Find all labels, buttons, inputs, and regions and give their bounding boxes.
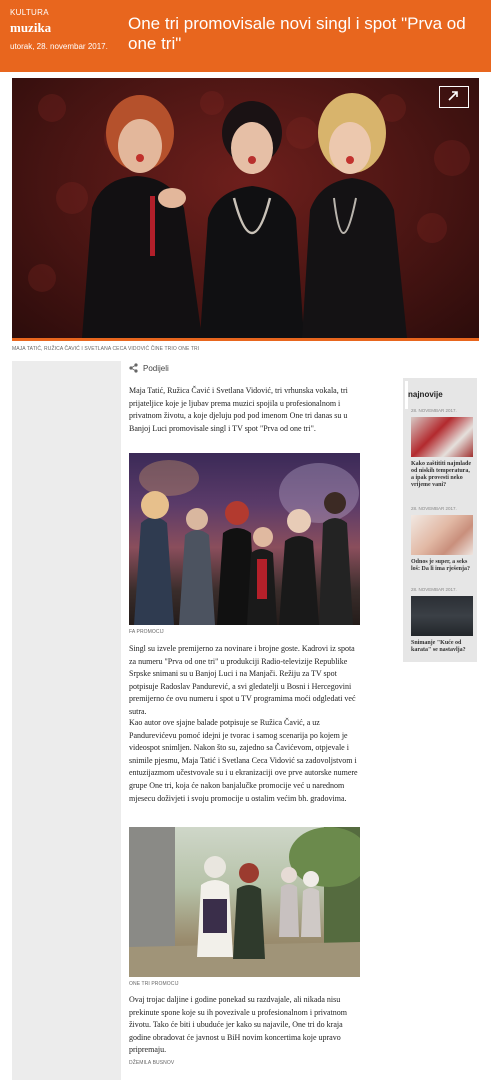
- news-headline[interactable]: Kako zaštititi najmlađe od niskih temperatura, a ipak provesti neko vrijeme vani?: [411, 461, 471, 488]
- group-photo-illustration: [129, 453, 360, 625]
- article-header: [0, 0, 491, 72]
- page-title: One tri promovisale novi singl i spot "Prva od one tri": [128, 14, 466, 53]
- news-date: 28. NOVEMBAR 2017.: [411, 408, 457, 413]
- publish-date: utorak, 28. novembar 2017.: [10, 42, 108, 51]
- category-kicker[interactable]: KULTURA: [10, 8, 49, 17]
- article-paragraph-2: Singl su izvele premijerno za novinare i brojne goste. Kadrovi iz spota za numeru "Prva od one tri" u produkciji Radio-televizije Republike Srpske snimani su u Banjoj Luci i na Manjači. Režiju za TV spot potpisuje Radoslav Pandurević, a svi gledatelji u Bosni i Hercegovini premijerno će ovu numeru i spot u TV programima moći odgledati već sutra.: [129, 644, 356, 716]
- hero-image[interactable]: [12, 78, 479, 338]
- article-paragraph-3: Kao autor ove sjajne balade potpisuje se Ružica Čavić, a uz Pandurevićevu pomoć idejni je tvorac i samog scenarija po kojem je videospot snimljen. Nakon što su, zajedno sa Čavićevom, otpjevale i snimile pjesmu, Maja Tatić i Svetlana Ceca Vidović sa zadovoljstvom i entuzijazmom učestvovale su i u ekranizaciji ove prve autorske numere grupe One tri, koja će nakon banjalučke promocije već u narednom mjesecu doživjeti i svoju promocije u ostalim većim bh. gradovima.: [129, 718, 358, 803]
- article-paragraph-1: Maja Tatić, Ružica Čavić i Svetlana Vidović, tri vrhunska vokala, tri prijateljice koje je ljubav prema muzici spojila u profesionalnom i privatnom životu, a koje djeluju pod pod imenom One tri danas su u Banjoj Luci promovisale singl i TV spot "Prva od one tri".: [129, 386, 348, 433]
- article-image-2[interactable]: [129, 827, 360, 977]
- image-2-caption: ONE TRI PROMOCIJ: [129, 981, 179, 987]
- hero-accent-bar: [12, 338, 479, 341]
- news-thumbnail[interactable]: [411, 417, 473, 457]
- expand-image-button[interactable]: [439, 86, 469, 108]
- sidebar-heading: najnovije: [408, 390, 443, 399]
- village-photo-illustration: [129, 827, 360, 977]
- news-headline[interactable]: Snimanje "Kuće od karata" se nastavlja?: [411, 640, 466, 653]
- article-paragraph-4: Ovaj trojac daljine i godine ponekad su razdvajale, ali nikada nisu prekinute spone koje su ih povezivale u profesionalnom i privatnom životu. Tako će biti i ubuduće jer kako su najavile, One tri do kraja godine obradovat će javnost u BiH novim koncertima koje upravo pripremaju.: [129, 995, 347, 1055]
- left-column: [12, 361, 121, 1080]
- hero-photo-illustration: [12, 78, 479, 338]
- sidebar-news-item[interactable]: [411, 408, 473, 489]
- image-1-caption: FA PROMOCIJ: [129, 629, 164, 635]
- share-icon: [129, 363, 138, 373]
- section-label[interactable]: muzika: [10, 20, 52, 35]
- article-image-1[interactable]: [129, 453, 360, 625]
- news-thumbnail[interactable]: [411, 515, 473, 555]
- news-date: 28. NOVEMBAR 2017.: [411, 506, 457, 511]
- news-headline[interactable]: Odnos je super, a seks loš: Da li ima rješenja?: [411, 559, 470, 572]
- news-thumbnail[interactable]: [411, 596, 473, 636]
- news-date: 28. NOVEMBAR 2017.: [411, 587, 457, 592]
- hero-caption: MAJA TATIĆ, RUŽICA ČAVIĆ I SVETLANA CECA VIDOVIĆ ČINE TRIO ONE TRI: [12, 346, 200, 352]
- sidebar-news-item[interactable]: [411, 587, 473, 654]
- expand-icon: [440, 87, 467, 106]
- author-byline[interactable]: DŽEMILA BUSNOV: [129, 1060, 175, 1066]
- sidebar-news-item[interactable]: [411, 506, 473, 573]
- latest-news-sidebar: [403, 378, 477, 662]
- share-button[interactable]: [129, 363, 169, 373]
- share-label: Podijeli: [143, 363, 169, 373]
